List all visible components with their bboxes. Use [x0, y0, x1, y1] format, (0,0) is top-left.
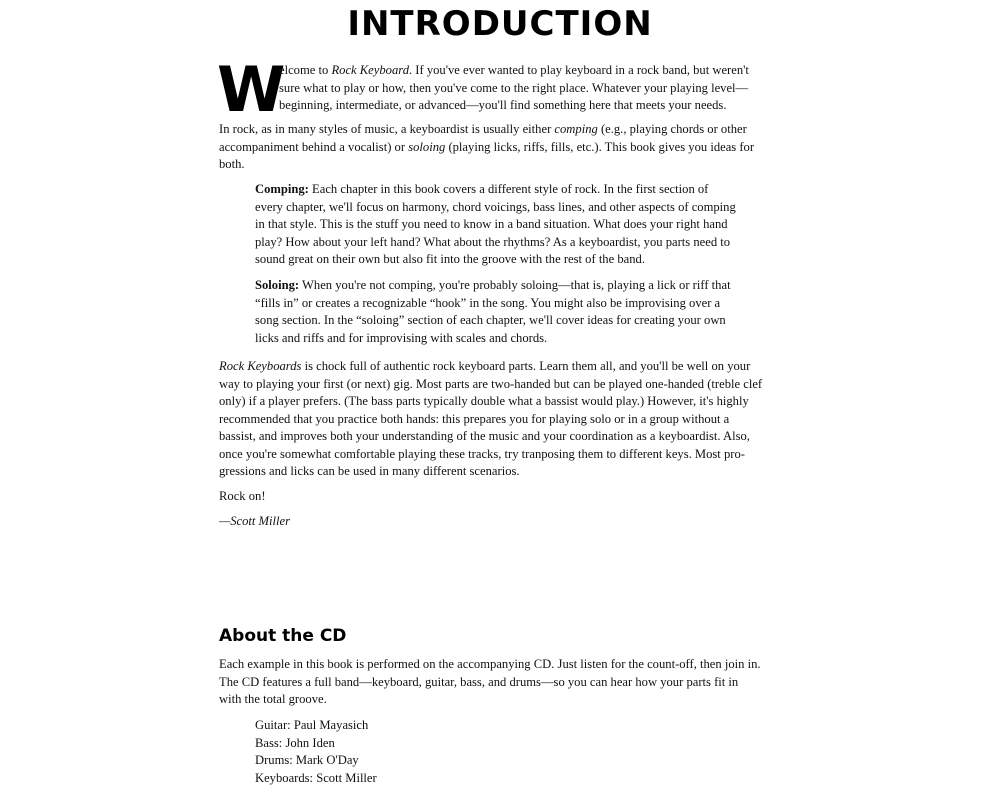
rock-paragraph	[219, 121, 789, 174]
italic-text: comping	[554, 122, 598, 136]
text-line: recommended that you practice both hands: this prepares you for playing solo or in a group without a	[219, 411, 730, 426]
text-line: accompaniment behind a vocalist) or soloing (playing licks, riffs, fills, etc.). This book gives you ideas for	[219, 139, 755, 154]
bold-label: Soloing:	[255, 278, 300, 292]
cd-credits-list	[255, 717, 555, 787]
drop-cap: W	[217, 53, 286, 126]
about-cd-heading: About the CD	[219, 626, 347, 646]
text-line: Rock Keyboards is chock full of authentic rock keyboard parts. Learn them all, and you'll be well on your	[219, 359, 751, 373]
text-line: bassist, and improves both your understanding of the music and your coordination as a keyboardist. Also,	[219, 429, 750, 443]
about-cd-paragraph	[219, 656, 789, 709]
comping-paragraph	[255, 181, 795, 269]
text-line: way to playing your first (or next) gig. Most parts are two-handed but can be played one-handed (treble clef	[219, 376, 763, 391]
text-line: sure what to play or how, then you've come to the right place. Whatever your playing level—	[279, 80, 749, 95]
soloing-paragraph	[255, 277, 795, 347]
text-line: in that style. This is the stuff you need to know in a band situation. What does your right hand	[255, 217, 728, 231]
text-line: The CD features a full band—keyboard, guitar, bass, and drums—so you can hear how your parts fit in	[219, 674, 739, 689]
text-line: beginning, intermediate, or advanced—you'll find something here that meets your needs.	[279, 98, 727, 112]
text-line: with the total groove.	[219, 692, 327, 706]
credit-line: Keyboards: Scott Miller	[255, 770, 377, 785]
text-line: elcome to Rock Keyboard. If you've ever wanted to play keyboard in a rock band, but weren't	[279, 63, 749, 77]
italic-text: Rock Keyboard	[331, 63, 409, 77]
text-line: Each example in this book is performed on the accompanying CD. Just listen for the count-off, then join in.	[219, 657, 761, 671]
credit-line: Drums: Mark O'Day	[255, 753, 359, 767]
italic-text: Rock Keyboards	[219, 359, 302, 373]
rock-on-line: Rock on!	[219, 489, 266, 503]
text-line: In rock, as in many styles of music, a keyboardist is usually either comping (e.g., playing chords or other	[219, 122, 747, 136]
text-line: “fills in” or creates a recognizable “hook” in the song. You might also be improvising over a	[255, 295, 721, 310]
text-line: Soloing: When you're not comping, you're probably soloing—that is, playing a lick or riff that	[255, 278, 731, 292]
italic-text: soloing	[408, 139, 446, 154]
text-line: gressions and licks can be used in many different scenarios.	[219, 464, 520, 478]
text-line: Comping: Each chapter in this book covers a different style of rock. In the first section of	[255, 182, 709, 196]
rock-keyboards-paragraph	[219, 358, 789, 481]
text-line: only) if a player prefers. (The bass parts typically double what a bassist would play.) However, it's highly	[219, 394, 749, 408]
text-line: play? How about your left hand? What about the rhythms? As a keyboardist, you parts need to	[255, 234, 731, 249]
text-line: once you're somewhat comfortable playing these tracks, try tranposing them to different keys. Most pro-	[219, 446, 745, 461]
author-signature: —Scott Miller	[219, 514, 291, 528]
page-title: INTRODUCTION	[347, 4, 653, 44]
text-line: licks and riffs and for improvising with scales and chords.	[255, 330, 548, 345]
credit-line: Guitar: Paul Mayasich	[255, 718, 369, 732]
text-line: song section. In the “soloing” section of each chapter, we'll cover ideas for creating your own	[255, 313, 726, 327]
intro-paragraph	[279, 62, 799, 115]
text-line: every chapter, we'll focus on harmony, chord voicings, bass lines, and other aspects of comping	[255, 199, 736, 214]
bold-label: Comping:	[255, 182, 309, 196]
credit-line: Bass: John Iden	[255, 735, 335, 750]
text-line: both.	[219, 157, 245, 171]
text-line: sound great on their own but also fit into the groove with the rest of the band.	[255, 252, 645, 266]
